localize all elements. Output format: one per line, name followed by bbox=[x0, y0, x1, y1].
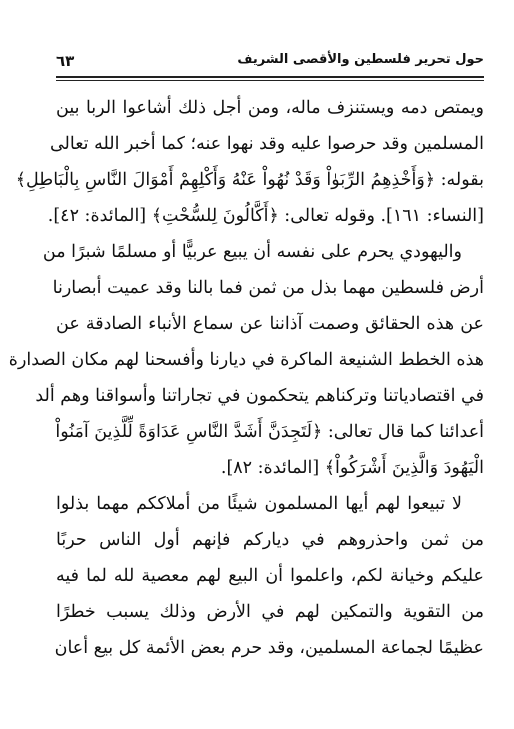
text-line: في اقتصادياتنا وتركناهم يتحكمون في تجاراتنا وأسواقنا وهم ألد bbox=[35, 386, 484, 406]
text-line: عظيمًا لجماعة المسلمين، وقد حرم بعض الأئمة كل بيع أعان bbox=[54, 638, 484, 658]
text-line: عن هذه الحقائق وصمت آذاننا عن سماع الأنباء الصادقة عن bbox=[56, 314, 484, 334]
paragraph-2 bbox=[8, 234, 484, 486]
text-line: هذه الخطط الشنيعة الماكرة في ديارنا وأفسحنا لهم مكان الصدارة bbox=[8, 350, 484, 370]
text-line: واليهودي يحرم على نفسه أن يبيع عربيًّا أو مسلمًا شبرًا من bbox=[42, 242, 462, 262]
running-title: حول تحرير فلسطين والأقصى الشريف bbox=[237, 52, 484, 67]
text-line: [النساء: ١٦١]. وقوله تعالى: ﴿أَكَّالُونَ لِلسُّحْتِ﴾ [المائدة: ٤٢]. bbox=[47, 206, 484, 226]
text-line: الْيَهُودَ وَالَّذِينَ أَشْرَكُواْ﴾ [المائدة: ٨٢]. bbox=[220, 458, 484, 478]
text-line: أرض فلسطين مهما بذل من ثمن فما بالنا وقد عميت أبصارنا bbox=[52, 278, 484, 298]
text-line: بقوله: ﴿وَأَخْذِهِمُ الرِّبَوٰاْ وَقَدْ نُهُواْ عَنْهُ وَأَكْلِهِمْ أَمْوَالَ النَّاسِ بِالْبَاطِلِ﴾ bbox=[15, 170, 484, 190]
body-text bbox=[8, 90, 484, 666]
text-line: لا تبيعوا لهم أيها المسلمون شيئًا من أملاككم مهما بذلوا bbox=[56, 494, 462, 514]
paragraph-3 bbox=[56, 486, 484, 666]
text-line: من ثمن واحذروهم في دياركم فإنهم أول الناس حربًا bbox=[56, 530, 484, 550]
text-line: عليكم وخيانة لكم، واعلموا أن البيع لهم معصية لله لما فيه bbox=[56, 566, 484, 586]
header-divider-thin bbox=[56, 80, 484, 81]
header-divider bbox=[56, 76, 484, 78]
text-line: المسلمين وقد حرصوا عليه وقد نهوا عنه؛ كما أخبر الله تعالى bbox=[49, 134, 484, 154]
page-header bbox=[56, 50, 484, 74]
paragraph-1 bbox=[15, 90, 484, 234]
text-line: من التقوية والتمكين لهم في الأرض وذلك يسبب خطرًا bbox=[56, 602, 484, 622]
text-line: ويمتص دمه ويستنزف ماله، ومن أجل ذلك أشاعوا الربا بين bbox=[56, 98, 484, 118]
page-number: ٦٣ bbox=[56, 52, 75, 70]
text-line: أعدائنا كما قال تعالى: ﴿لَتَجِدَنَّ أَشَدَّ النَّاسِ عَدَاوَةً لِّلَّذِينَ آمَنُواْ bbox=[55, 422, 484, 442]
